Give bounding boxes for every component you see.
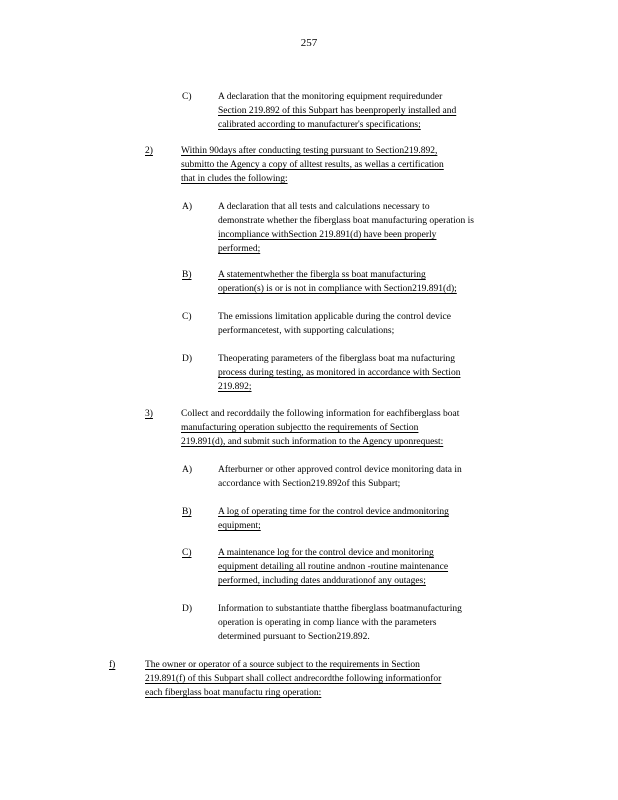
item-label: D)	[182, 354, 193, 364]
item-text	[218, 310, 522, 338]
item-label: B)	[182, 507, 192, 517]
text-line: performancetest, with supporting calculations;	[218, 326, 395, 336]
item-text	[218, 200, 542, 256]
text-line: operation is operating in comp liance with the parameters	[218, 618, 437, 628]
text-line: performed;	[218, 244, 261, 254]
text-line: The owner or operator of a source subject to the requirements in Section	[145, 660, 420, 670]
text-line: The emissions limitation applicable during the control device	[218, 312, 451, 322]
text-line: Information to substantiate thatthe fiberglass boatmanufacturing	[218, 604, 462, 614]
item-3-collect-and-record	[145, 407, 545, 449]
text-line: A declaration that all tests and calculations necessary to	[218, 202, 430, 212]
text-line: incompliance withSection 219.891(d) have been properly	[218, 230, 437, 240]
item-a-declaration-tests	[182, 200, 542, 256]
text-line: equipment;	[218, 521, 261, 531]
text-line: process during testing, as monitored in accordance with Section	[218, 368, 461, 378]
text-line: performed, including dates anddurationof any outages;	[218, 576, 426, 586]
text-line: submitto the Agency a copy of alltest results, as wellas a certification	[181, 160, 444, 170]
item-text	[145, 658, 539, 700]
text-line: calibrated according to manufacturer's specifications;	[218, 120, 421, 130]
item-f-owner-or-operator	[109, 658, 539, 700]
item-text	[181, 407, 545, 449]
item-text	[218, 463, 532, 491]
item-d-information	[182, 602, 532, 644]
text-line: each fiberglass boat manufactu ring operation:	[145, 688, 322, 698]
item-c-maintenance-log	[182, 546, 522, 588]
item-label: C)	[182, 312, 192, 322]
item-label: C)	[182, 92, 192, 102]
item-b-statement	[182, 268, 522, 296]
text-line: 219.892;	[218, 382, 252, 392]
text-line: A declaration that the monitoring equipment requiredunder	[218, 92, 443, 102]
item-b-log-operating-time	[182, 505, 522, 533]
item-2-within-90-days	[145, 144, 525, 186]
item-label: 2)	[145, 146, 153, 156]
text-line: that in cludes the following:	[181, 174, 288, 184]
item-label: A)	[182, 465, 193, 475]
item-text	[218, 602, 532, 644]
text-line: accordance with Section219.892of this Subpart;	[218, 479, 401, 489]
text-line: A statementwhether the fibergla ss boat manufacturing	[218, 270, 426, 280]
text-line: Theoperating parameters of the fiberglass boat ma nufacturing	[218, 354, 455, 364]
text-line: 219.891(f) of this Subpart shall collect andrecordthe following informationfor	[145, 674, 442, 684]
text-line: demonstrate whether the fiberglass boat manufacturing operation is	[218, 216, 474, 226]
text-line: 219.891(d), and submit such information to the Agency uponrequest:	[181, 437, 444, 447]
item-label: 3)	[145, 409, 153, 419]
item-text	[218, 546, 522, 588]
item-text	[181, 144, 525, 186]
text-line: Within 90days after conducting testing pursuant to Section219.892,	[181, 146, 438, 156]
text-line: Afterburner or other approved control device monitoring data in	[218, 465, 462, 475]
item-d-operating-parameters	[182, 352, 522, 394]
text-line: equipment detailing all routine andnon -routine maintenance	[218, 562, 449, 572]
item-text	[218, 352, 522, 394]
item-label: f)	[109, 660, 116, 670]
text-line: Section 219.892 of this Subpart has beenproperly installed and	[218, 106, 457, 116]
text-line: manufacturing operation subjectto the requirements of Section	[181, 423, 419, 433]
text-line: A log of operating time for the control device andmonitoring	[218, 507, 449, 517]
item-label: C)	[182, 548, 192, 558]
item-label: D)	[182, 604, 193, 614]
item-text	[218, 268, 522, 296]
text-line: A maintenance log for the control device and monitoring	[218, 548, 434, 558]
item-label: B)	[182, 270, 192, 280]
text-line: operation(s) is or is not in compliance with Section219.891(d);	[218, 284, 457, 294]
text-line: Collect and recorddaily the following information for eachfiberglass boat	[181, 409, 460, 419]
item-a-afterburner	[182, 463, 532, 491]
text-line: determined pursuant to Section219.892.	[218, 632, 370, 642]
item-text	[218, 505, 522, 533]
item-text	[218, 90, 522, 132]
item-label: A)	[182, 202, 193, 212]
page-number: 257	[300, 37, 318, 49]
item-c-declaration	[182, 90, 522, 132]
item-c-emissions-limitation	[182, 310, 522, 338]
